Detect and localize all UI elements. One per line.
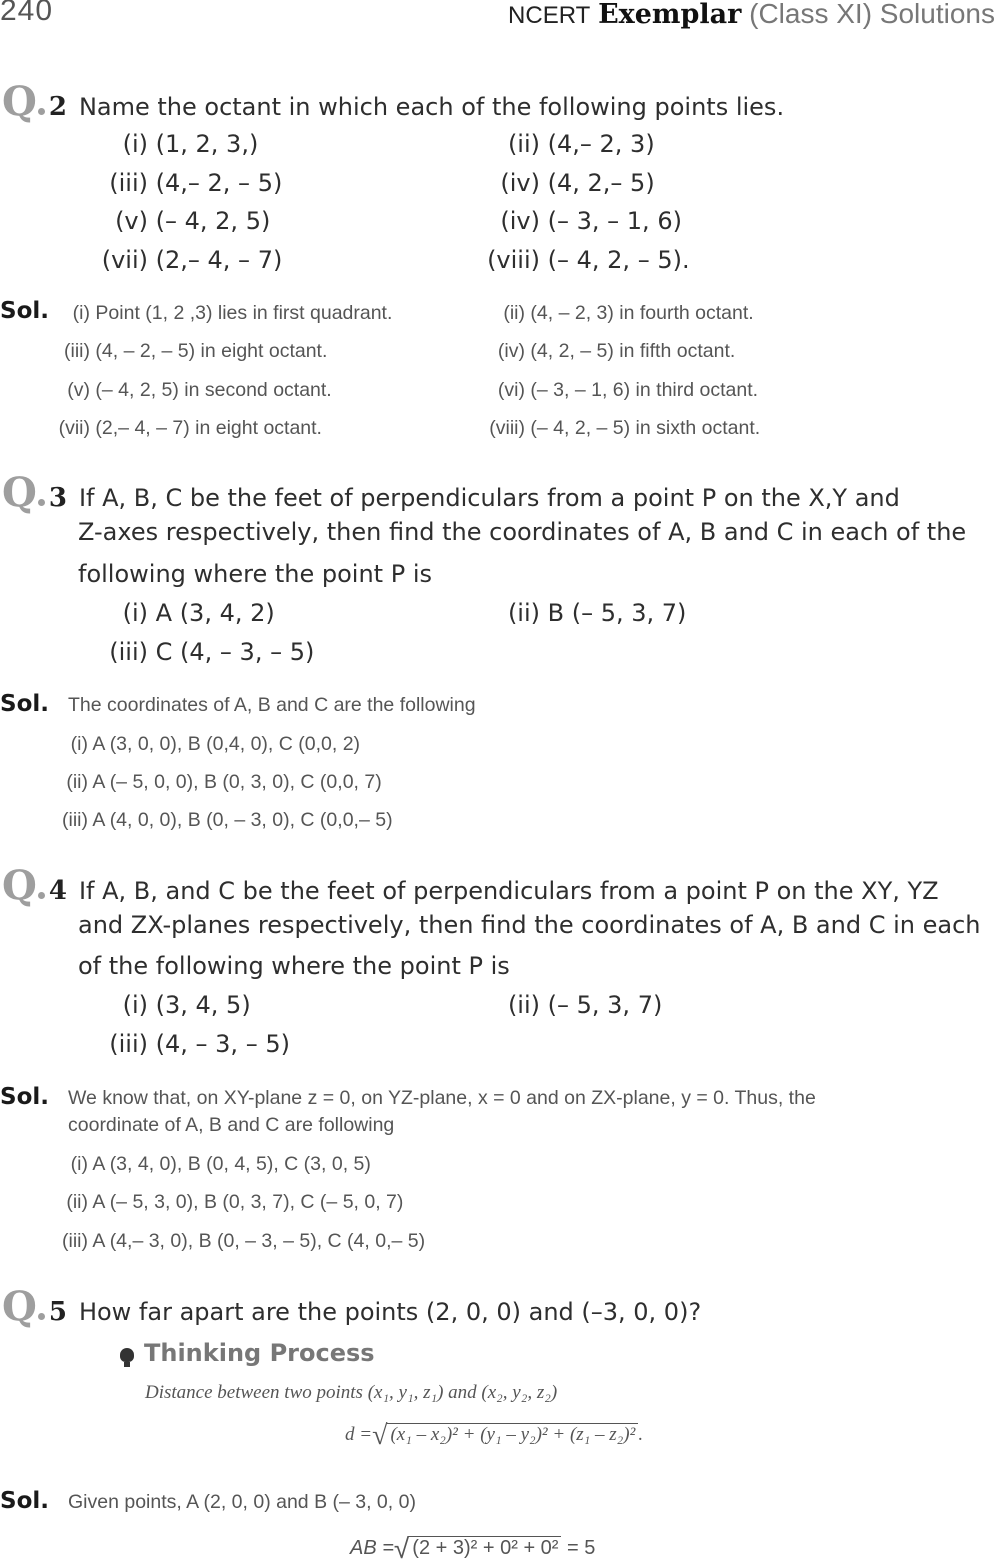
question-2-heading	[2, 78, 785, 125]
q4-option-2: (ii) (– 5, 3, 7)	[507, 991, 663, 1019]
q4-solution-intro-1: We know that, on XY-plane z = 0, on YZ-plane, x = 0 and on ZX-plane, y = 0. Thus, the	[68, 1087, 816, 1109]
q2-answer-4: (iv) (4, 2, – 5) in fifth octant.	[497, 340, 736, 362]
q4-solution-label: Sol.	[0, 1084, 49, 1110]
q5-solution-label: Sol.	[0, 1488, 49, 1514]
question-number: 2	[48, 92, 67, 122]
question-number: 4	[48, 876, 67, 906]
q2-option-8: (viii) (– 4, 2, – 5).	[487, 246, 690, 274]
q2-answer-6: (vi) (– 3, – 1, 6) in third octant.	[497, 379, 759, 401]
q2-solution-label: Sol.	[0, 298, 49, 324]
distance-calculation: AB =√ (2 + 3)² + 0² + 0² = 5	[350, 1533, 596, 1564]
formula-radicand: (x₁ – x₂)² + (y₁ – y₂)² + (z₁ – z₂)²	[387, 1423, 638, 1446]
question-marker: Q	[2, 469, 37, 516]
q4-answer-1: (i) A (3, 4, 0), B (0, 4, 5), C (3, 0, 5)	[70, 1153, 371, 1175]
q2-answer-2: (ii) (4, – 2, 3) in fourth octant.	[503, 302, 754, 324]
q2-answer-1: (i) Point (1, 2 ,3) lies in first quadrant.	[72, 302, 393, 324]
question-number: 3	[48, 483, 67, 513]
question-dot-icon	[38, 499, 45, 506]
q5-given-points: Given points, A (2, 0, 0) and B (– 3, 0, 0)	[68, 1491, 416, 1513]
question-text-line-1: If A, B, and C be the feet of perpendiculars from a point P on the XY, YZ	[78, 877, 939, 905]
q2-option-1: (i) (1, 2, 3,)	[122, 130, 259, 158]
page-number: 240	[0, 0, 54, 27]
question-marker: Q	[2, 862, 37, 909]
q2-answer-7: (vii) (2,– 4, – 7) in eight octant.	[58, 417, 322, 439]
q3-solution-label: Sol.	[0, 691, 49, 717]
question-text-line-3: following where the point P is	[78, 560, 432, 588]
q3-answer-2: (ii) A (– 5, 0, 0), B (0, 3, 0), C (0,0, 7)	[66, 771, 382, 793]
q2-option-6: (iv) (– 3, – 1, 6)	[500, 207, 682, 235]
q3-option-3: (iii) C (4, – 3, – 5)	[109, 638, 315, 666]
q2-option-2: (ii) (4,– 2, 3)	[507, 130, 655, 158]
header-suffix: (Class XI) Solutions	[749, 0, 995, 29]
q2-option-7: (vii) (2,– 4, – 7)	[101, 246, 283, 274]
question-dot-icon	[38, 892, 45, 899]
q4-option-3: (iii) (4, – 3, – 5)	[109, 1030, 290, 1058]
q4-answer-2: (ii) A (– 5, 3, 0), B (0, 3, 7), C (– 5, 0, 7)	[66, 1191, 404, 1213]
question-text: Name the octant in which each of the following points lies.	[78, 93, 785, 121]
q3-answer-1: (i) A (3, 0, 0), B (0,4, 0), C (0,0, 2)	[70, 733, 361, 755]
question-5-heading	[2, 1283, 702, 1330]
q3-solution-intro: The coordinates of A, B and C are the following	[68, 694, 476, 716]
q2-answer-3: (iii) (4, – 2, – 5) in eight octant.	[64, 340, 328, 362]
q4-option-1: (i) (3, 4, 5)	[122, 991, 251, 1019]
q3-answer-3: (iii) A (4, 0, 0), B (0, – 3, 0), C (0,0,– 5)	[62, 809, 393, 831]
q4-answer-3: (iii) A (4,– 3, 0), B (0, – 3, – 5), C (4, 0,– 5)	[62, 1230, 426, 1252]
q2-answer-8: (viii) (– 4, 2, – 5) in sixth octant.	[489, 417, 761, 439]
question-dot-icon	[38, 1313, 45, 1320]
q3-option-1: (i) A (3, 4, 2)	[122, 599, 275, 627]
running-header	[508, 0, 995, 30]
question-number: 5	[48, 1297, 67, 1327]
question-marker: Q	[2, 78, 37, 125]
distance-formula: d =√ (x₁ – x₂)² + (y₁ – y₂)² + (z₁ – z₂)² .	[345, 1420, 644, 1451]
question-3-heading	[2, 469, 900, 516]
question-text-line-2: and ZX-planes respectively, then find the coordinates of A, B and C in each	[78, 911, 981, 939]
calc-radicand: (2 + 3)² + 0² + 0²	[409, 1536, 561, 1560]
q4-solution-intro-2: coordinate of A, B and C are following	[68, 1114, 395, 1136]
thinking-process-heading: Thinking Process	[120, 1339, 375, 1367]
question-4-heading	[2, 862, 939, 909]
header-prefix: NCERT	[508, 2, 591, 29]
q2-option-3: (iii) (4,– 2, – 5)	[109, 169, 283, 197]
question-text-line-2: Z-axes respectively, then find the coordinates of A, B and C in each of the	[78, 518, 967, 546]
q2-option-5: (v) (– 4, 2, 5)	[115, 207, 271, 235]
q3-option-2: (ii) B (– 5, 3, 7)	[507, 599, 687, 627]
header-bold: Exemplar	[598, 0, 742, 30]
question-marker: Q	[2, 1283, 37, 1330]
thinking-process-text: Distance between two points (x₁, y₁, z₁) and (x₂, y₂, z₂)	[145, 1382, 558, 1403]
q2-answer-5: (v) (– 4, 2, 5) in second octant.	[67, 379, 332, 401]
lightbulb-icon	[120, 1348, 134, 1362]
question-text: How far apart are the points (2, 0, 0) and (–3, 0, 0)?	[78, 1298, 702, 1326]
question-text-line-3: of the following where the point P is	[78, 952, 510, 980]
question-dot-icon	[38, 108, 45, 115]
q2-option-4: (iv) (4, 2,– 5)	[500, 169, 655, 197]
question-text-line-1: If A, B, C be the feet of perpendiculars from a point P on the X,Y and	[78, 484, 900, 512]
